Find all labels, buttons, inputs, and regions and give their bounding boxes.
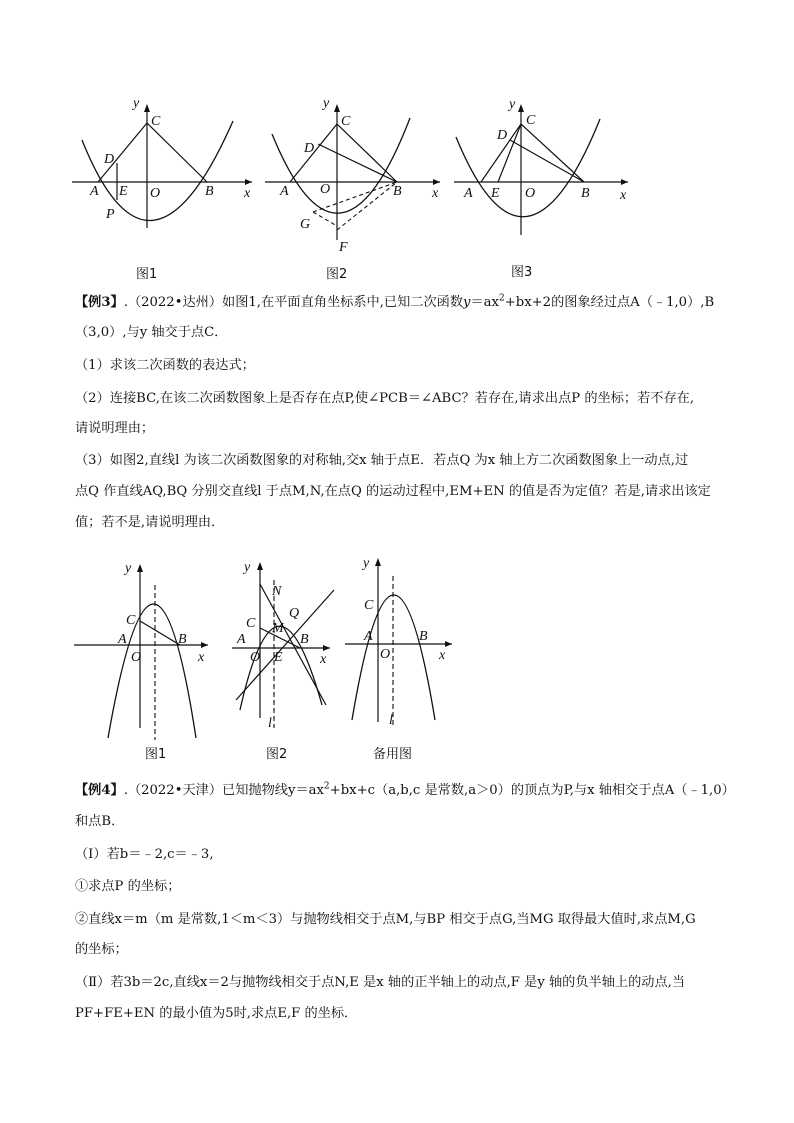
- y-axis-label: y: [509, 97, 516, 112]
- point-a-label: A: [364, 629, 373, 644]
- x-axis-label: x: [320, 652, 327, 667]
- point-q-label: Q: [289, 606, 300, 621]
- x-axis-label: x: [620, 188, 627, 203]
- x-axis-label: x: [432, 186, 439, 201]
- origin-label: O: [380, 647, 391, 662]
- point-e-label: E: [119, 184, 128, 199]
- point-a-label: A: [280, 184, 289, 199]
- example3-intro-line2: （3,0）,与y 轴交于点C．: [75, 325, 228, 340]
- point-b-label: B: [581, 186, 590, 201]
- point-c-label: C: [246, 616, 256, 631]
- point-e-label: E: [491, 186, 500, 201]
- y-axis-label: y: [125, 561, 132, 576]
- y-axis-label: y: [244, 560, 251, 575]
- point-e-label: E: [274, 650, 283, 665]
- example3-question-3-line2: 点Q 作直线AQ,BQ 分别交直线l 于点M,N,在点Q 的运动过程中,EM+EN 的值是否为定值？若是,请求出该定: [75, 484, 711, 499]
- example3-intro-line1: 【例3】.（2022•达州）如图1,在平面直角坐标系中,已知二次函数$y=ax^2+bx+2$的图象经过点A（﹣1,0）,B: [75, 293, 715, 310]
- y-axis-label: y: [323, 96, 330, 111]
- figure-mid-2: [220, 550, 340, 765]
- point-c-label: C: [151, 114, 161, 129]
- y-axis-label: y: [133, 96, 140, 111]
- example3-question-3-line1: （3）如图2,直线l 为该二次函数图象的对称轴,交x 轴于点E．若点Q 为x 轴上方二次函数图象上一动点,过: [75, 453, 689, 468]
- point-a-label: A: [90, 184, 99, 199]
- origin-label: O: [250, 650, 261, 665]
- point-b-label: B: [205, 184, 214, 199]
- example-tag: 【例4】: [75, 783, 124, 798]
- x-axis-label: x: [198, 650, 205, 665]
- point-d-label: D: [304, 141, 315, 156]
- figure-mid-3: [340, 545, 460, 765]
- figure-top-3: [450, 90, 640, 285]
- point-c-label: C: [526, 113, 536, 128]
- point-b-label: B: [393, 184, 402, 199]
- example4-part2-line1: （Ⅱ）若3b＝2c,直线x＝2与抛物线相交于点N,E 是x 轴的正半轴上的动点,F 是y 轴的负半轴上的动点,当: [75, 975, 686, 990]
- point-d-label: D: [104, 152, 115, 167]
- example3-question-2-line2: 请说明理由；: [75, 421, 155, 436]
- y-axis-label: y: [363, 556, 370, 571]
- example-tag: 【例3】: [75, 295, 124, 310]
- example3-question-1: （1）求该二次函数的表达式；: [75, 358, 255, 373]
- figure-caption: 图1: [145, 747, 167, 762]
- example4-part1-question-1: ①求点P 的坐标；: [75, 879, 181, 894]
- x-axis-label: x: [439, 648, 446, 663]
- point-c-label: C: [341, 114, 351, 129]
- example4-intro-line1: 【例4】.（2022•天津）已知抛物线$y=ax^2+bx+c(a,b,c$ 是常数,a＞0）的顶点为P,与x 轴相交于点A（﹣1,0）: [75, 781, 735, 798]
- example4-part1-header: （Ⅰ）若b＝﹣2,c＝﹣3,: [75, 847, 214, 862]
- point-n-label: N: [272, 584, 282, 599]
- point-b-label: B: [419, 629, 428, 644]
- origin-label: O: [150, 186, 161, 201]
- line-l-label: l: [268, 716, 272, 731]
- origin-label: O: [131, 650, 142, 665]
- example4-part1-question-2-line1: ②直线x＝m（m 是常数,1＜m＜3）与抛物线相交于点M,与BP 相交于点G,当MG 取得最大值时,求点M,G: [75, 912, 696, 927]
- origin-label: O: [525, 186, 536, 201]
- figure-top-1: [70, 90, 260, 285]
- point-b-label: B: [300, 632, 309, 647]
- figure-caption: 图2: [326, 267, 348, 282]
- figure-mid-1: [70, 550, 220, 765]
- example4-part2-line2: PF+FE+EN 的最小值为5时,求点E,F 的坐标．: [75, 1006, 358, 1021]
- figure-caption: 图2: [266, 747, 288, 762]
- point-d-label: D: [497, 128, 508, 143]
- point-c-label: C: [126, 613, 136, 628]
- point-a-label: A: [237, 632, 246, 647]
- example3-question-3-line3: 值；若不是,请说明理由．: [75, 515, 225, 530]
- origin-label: O: [320, 182, 331, 197]
- point-p-label: P: [106, 207, 115, 222]
- example4-part1-question-2-line2: 的坐标；: [75, 942, 128, 957]
- point-g-label: G: [300, 217, 311, 232]
- figure-caption: 图1: [136, 267, 158, 282]
- figure-top-2: [260, 90, 450, 285]
- figure-caption: 备用图: [373, 747, 413, 762]
- point-f-label: F: [339, 240, 348, 255]
- point-a-label: A: [464, 186, 473, 201]
- figure-caption: 图3: [511, 265, 533, 280]
- point-m-label: M: [272, 621, 284, 636]
- point-c-label: C: [364, 598, 374, 613]
- example4-intro-line2: 和点B．: [75, 814, 125, 829]
- point-b-label: B: [178, 632, 187, 647]
- point-a-label: A: [118, 632, 127, 647]
- x-axis-label: x: [244, 186, 251, 201]
- example3-question-2-line1: （2）连接BC,在该二次函数图象上是否存在点P,使∠PCB＝∠ABC？若存在,请求出点P 的坐标；若不存在,: [75, 391, 695, 406]
- line-l-label: l: [389, 713, 393, 728]
